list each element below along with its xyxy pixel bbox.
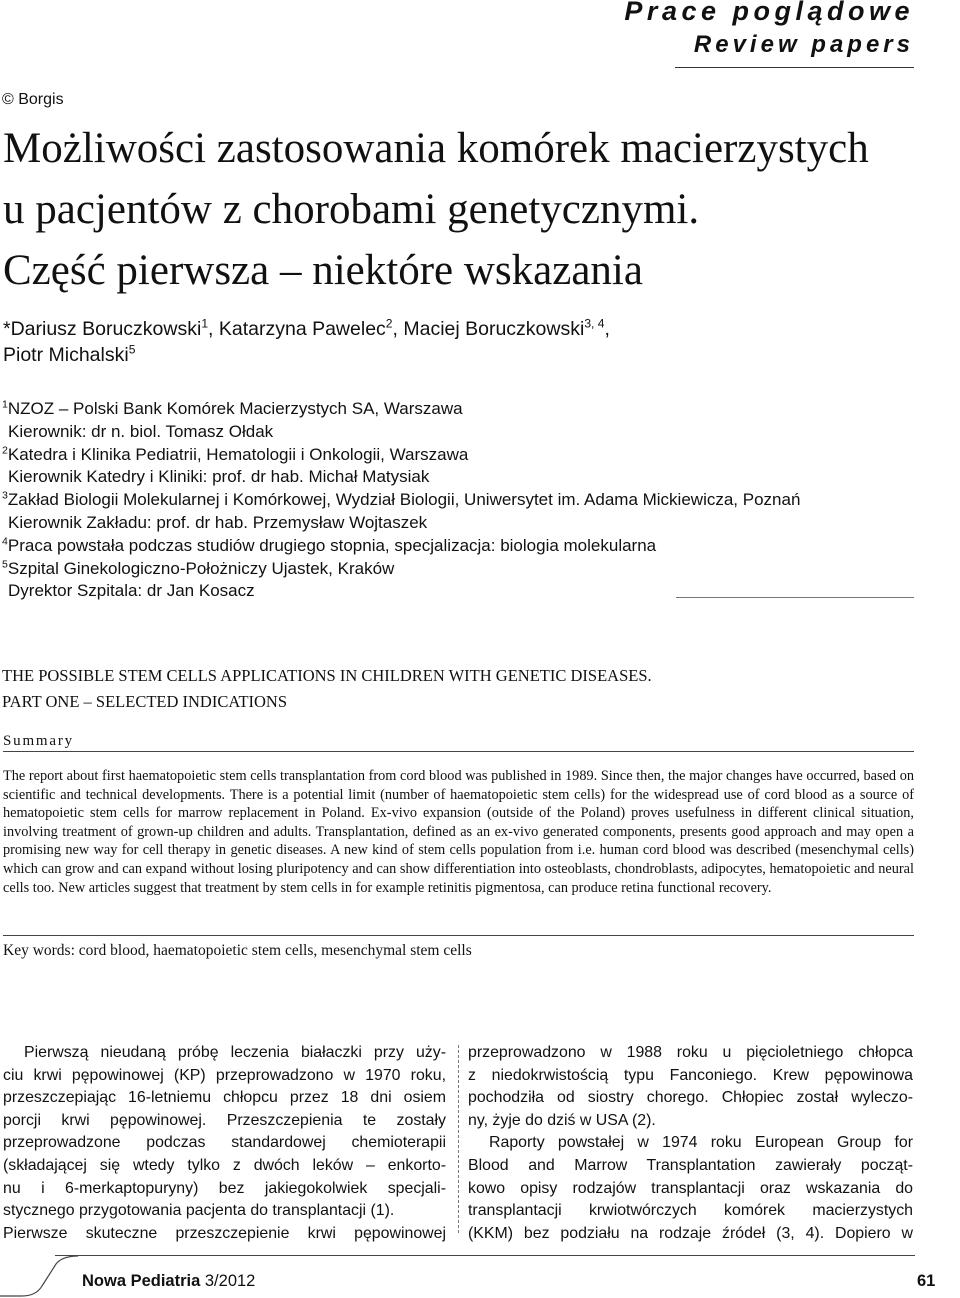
affiliation-item <box>2 558 942 581</box>
body-line: stycznego przygotowania pacjenta do transplantacji (1). <box>3 1202 395 1220</box>
section-label-polish: Prace poglądowe <box>624 0 914 26</box>
body-line: Pierwszą nieudaną próbę leczenia białaczki przy uży- <box>24 1044 446 1061</box>
author-line <box>3 316 903 342</box>
affiliation-text: Szpital Ginekologiczno-Położniczy Ujastek, Kraków <box>7 558 395 578</box>
body-line: kowo opisy rodzajów transplantacji oraz wskazania do <box>468 1179 913 1197</box>
page-number: 61 <box>917 1272 936 1290</box>
header-divider <box>675 67 914 68</box>
author-line <box>3 342 903 368</box>
author-name: *Dariusz Boruczkowski <box>3 318 202 340</box>
abstract-text: The report about first haematopoietic stem cells transplantation from cord blood was published in 1989. Since then, the major changes have occurred, based on scientific and technical developments. There is a potential limit (number of haematopoietic stem cells) for the widespread use of cord blood as a source of hematopoietic stem cells for marrow replacement in Poland. Ex-vivo expansion (outside of the Poland) proves usefulness in different clinical situation, involving treatment of grown-up children and adults. Transplantation, defined as an ex-vivo generated components, presents good approach and may open a promising new way for cell therapy in genetic diseases. A new kind of stem cells population from i.e. human cord blood was described (mesenchymal cells) which can grow and can expand without losing pluripotency and can show differentiation into osteoblasts, chondroblasts, adipocytes, hematopoietic and neural cells too. New articles suggest that treatment by stem cells in for example retinitis pigmentosa, can produce retina functional recovery. <box>3 768 914 896</box>
summary-heading: Summary <box>3 733 74 749</box>
body-line: z niedokrwistością typu Fanconiego. Krew pępowinowa <box>468 1066 913 1084</box>
body-column-right <box>468 1042 913 1245</box>
body-line: Blood and Marrow Transplantation zawierały począt- <box>468 1156 913 1174</box>
body-column-left <box>3 1042 446 1245</box>
affiliation-head: Kierownik: dr n. biol. Tomasz Ołdak <box>8 421 274 441</box>
affiliation-number: 3 <box>2 489 8 502</box>
affiliation-text: Katedra i Klinika Pediatrii, Hematologii i Onkologii, Warszawa <box>7 444 469 464</box>
english-title-line: THE POSSIBLE STEM CELLS APPLICATIONS IN CHILDREN WITH GENETIC DISEASES. <box>2 666 652 685</box>
affiliation-item <box>2 398 942 421</box>
footer-ornament-icon <box>0 1256 80 1298</box>
body-line: ny, żyje do dziś w USA (2). <box>468 1111 656 1129</box>
body-line: przeprowadzone podczas standardowej chemioterapii <box>3 1134 446 1152</box>
title-line: Część pierwsza – niektóre wskazania <box>3 247 643 294</box>
article-title <box>3 118 933 301</box>
affiliation-head: Kierownik Zakładu: prof. dr hab. Przemysław Wojtaszek <box>8 512 428 532</box>
english-title-line: PART ONE – SELECTED INDICATIONS <box>2 692 288 711</box>
affiliation-item <box>2 535 942 558</box>
body-line: pochodziła od siostry chorego. Chłopiec został wyleczo- <box>468 1089 913 1107</box>
author-name: Piotr Michalski <box>3 344 129 366</box>
body-line: ciu krwi pępowinowej (KP) przeprowadzono w 1970 roku, <box>3 1066 446 1084</box>
author-separator: , <box>604 318 610 340</box>
keywords-divider <box>3 935 914 936</box>
affiliation-number: 1 <box>2 398 8 411</box>
body-line: (składającej się wtedy tylko z dwóch leków – enkorto- <box>3 1156 446 1174</box>
affiliation-head: Kierownik Katedry i Kliniki: prof. dr hab. Michał Matysiak <box>8 467 430 487</box>
body-line: porcji krwi pępowinowej. Przeszczepienia te zostały <box>3 1111 446 1129</box>
affiliation-item <box>2 444 942 467</box>
affiliation-text: Praca powstała podczas studiów drugiego stopnia, specjalizacja: biologia molekularna <box>7 535 657 555</box>
affiliation-head: Dyrektor Szpitala: dr Jan Kosacz <box>8 581 255 601</box>
affiliation-text: Zakład Biologii Molekularnej i Komórkowej, Wydział Biologii, Uniwersytet im. Adama Mickiewicza, Poznań <box>7 490 801 510</box>
affiliation-number: 4 <box>2 535 8 548</box>
affiliation-text: NZOZ – Polski Bank Komórek Macierzystych SA, Warszawa <box>7 399 463 418</box>
author-name: , Maciej Boruczkowski <box>392 318 585 340</box>
body-line: (KKM) bez podziału na rodzaje źródeł (3, 4). Dopiero w <box>468 1224 913 1242</box>
keywords: Key words: cord blood, haematopoietic stem cells, mesenchymal stem cells <box>3 942 472 959</box>
title-line: Możliwości zastosowania komórek macierzystych <box>3 125 869 172</box>
column-divider <box>458 1045 459 1233</box>
journal-footer <box>82 1272 255 1291</box>
author-list <box>3 316 903 368</box>
publisher-label: © Borgis <box>2 91 64 108</box>
title-line: u pacjentów z chorobami genetycznymi. <box>3 186 700 233</box>
author-affiliation-mark: 3, 4 <box>584 316 605 331</box>
affiliation-list <box>2 398 942 603</box>
journal-name: Nowa Pediatria <box>82 1272 201 1290</box>
footer-divider <box>55 1255 915 1256</box>
body-line: nu i 6-merkaptopuryny) bez jakiegokolwiek specjali- <box>3 1179 446 1197</box>
body-line: Raporty powstałej w 1974 roku European Group for <box>489 1134 913 1152</box>
author-affiliation-mark: 1 <box>201 316 209 331</box>
author-affiliation-mark: 2 <box>385 316 393 331</box>
english-title <box>2 663 932 715</box>
journal-issue: 3/2012 <box>200 1272 256 1290</box>
affiliation-number: 2 <box>2 443 8 456</box>
author-affiliation-mark: 5 <box>128 342 136 357</box>
body-line: transplantacji krwiotwórczych komórek macierzystych <box>468 1202 913 1220</box>
body-line: przeprowadzono w 1988 roku u pięcioletniego chłopca <box>468 1044 913 1061</box>
summary-divider <box>3 751 914 752</box>
author-name: , Katarzyna Pawelec <box>208 318 386 340</box>
affiliation-item <box>2 489 942 512</box>
section-label-english: Review papers <box>693 31 914 58</box>
affiliation-number: 5 <box>2 557 8 570</box>
affiliation-divider <box>676 597 914 598</box>
body-line: Pierwsze skuteczne przeszczepienie krwi pępowinowej <box>3 1224 446 1242</box>
body-line: przeszczepiając 16-letniemu chłopcu przez 18 dni osiem <box>3 1089 446 1107</box>
